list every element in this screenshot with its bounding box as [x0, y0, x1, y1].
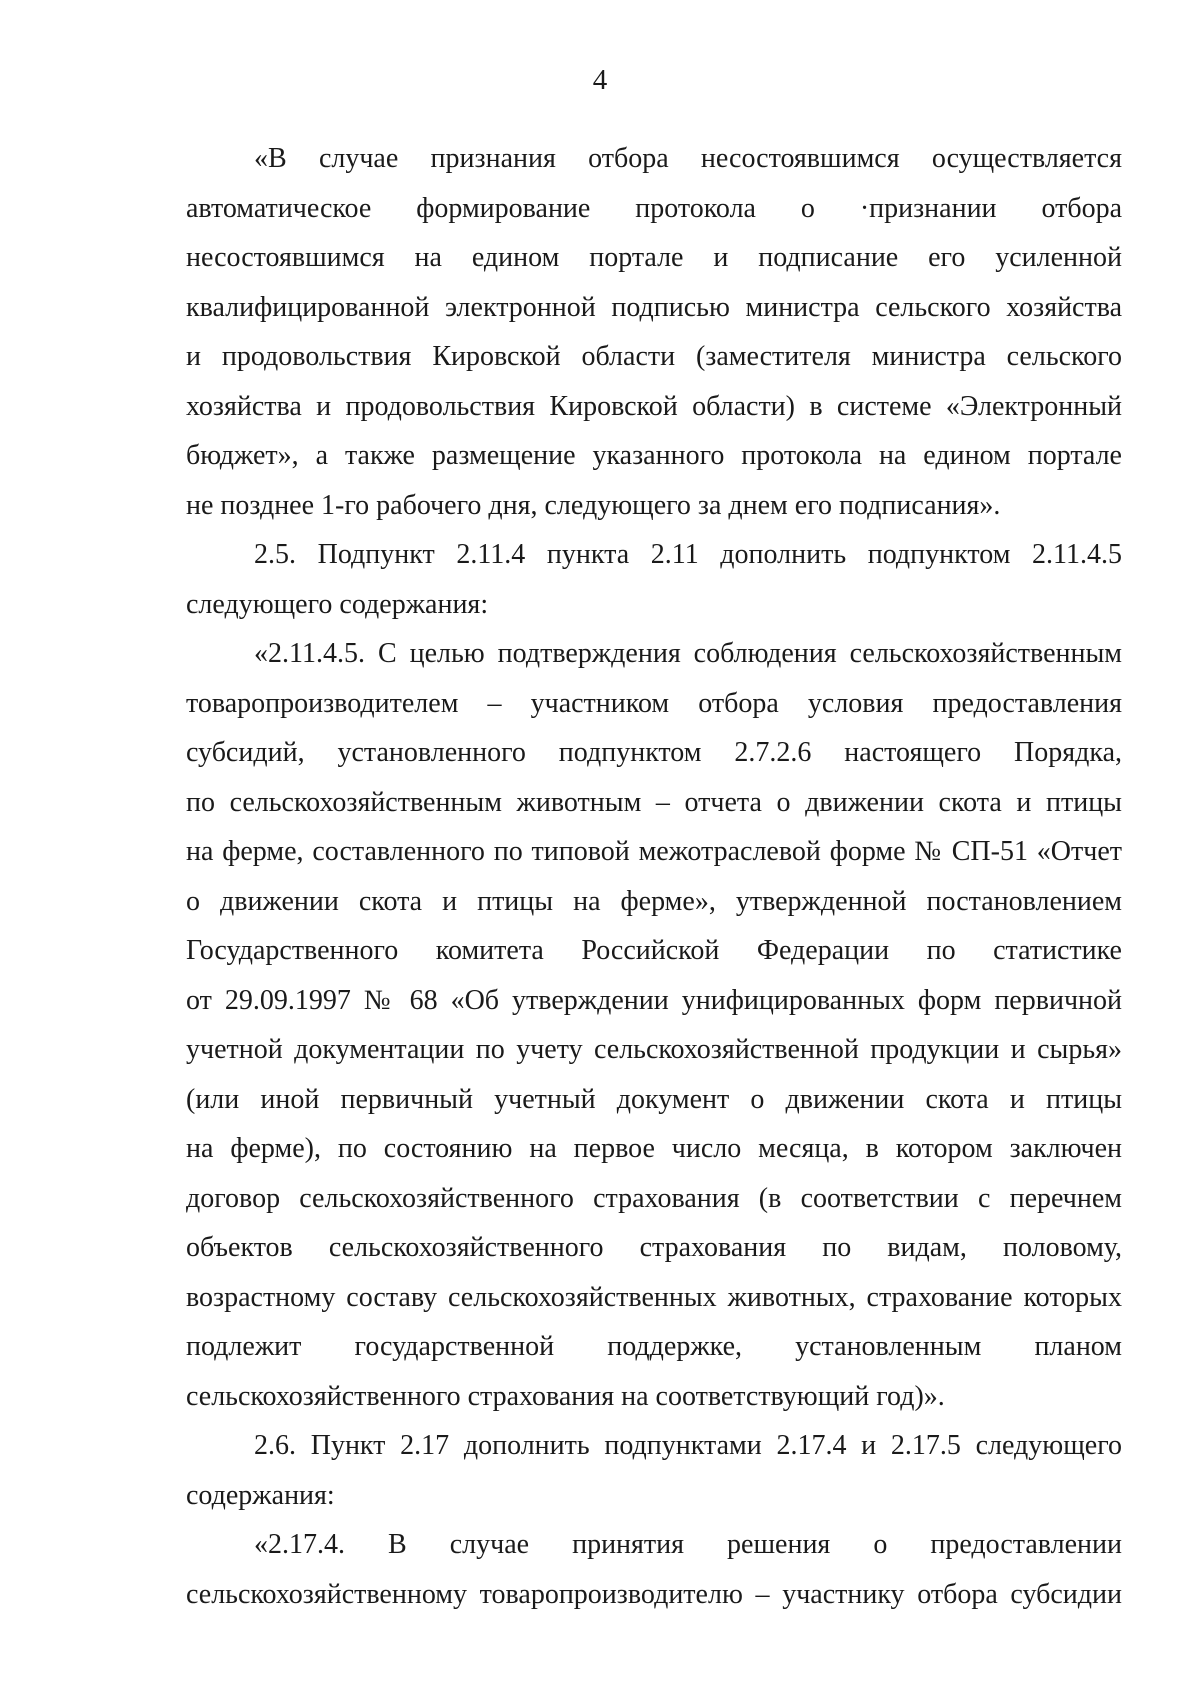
- text-line: несостоявшимся на едином портале и подписание его усиленной: [186, 242, 1122, 273]
- text-line: на ферме, составленного по типовой межотраслевой форме № СП-51 «Отчет: [186, 836, 1122, 867]
- text-line: хозяйства и продовольствия Кировской области) в системе «Электронный: [186, 390, 1122, 422]
- text-line: «2.11.4.5. С целью подтверждения соблюдения сельскохозяйственным: [254, 638, 1122, 669]
- text-line: автоматическое формирование протокола о ·признании отбора: [186, 192, 1122, 224]
- page-number: 4: [592, 64, 608, 96]
- text-line: объектов сельскохозяйственного страхования по видам, половому,: [186, 1232, 1122, 1263]
- text-line: 2.5. Подпункт 2.11.4 пункта 2.11 дополнить подпунктом 2.11.4.5: [254, 539, 1122, 570]
- text-line: Государственного комитета Российской Федерации по статистике: [186, 935, 1122, 966]
- text-line: договор сельскохозяйственного страхования (в соответствии с перечнем: [186, 1182, 1122, 1214]
- text-line: товаропроизводителем – участником отбора условия предоставления: [186, 687, 1122, 719]
- text-line: бюджет», а также размещение указанного протокола на едином портале: [186, 440, 1122, 471]
- text-line: и продовольствия Кировской области (заместителя министра сельского: [186, 341, 1122, 372]
- text-line: содержания:: [186, 1479, 335, 1511]
- text-line: «2.17.4. В случае принятия решения о предоставлении: [254, 1529, 1122, 1560]
- text-line: (или иной первичный учетный документ о движении скота и птицы: [186, 1083, 1122, 1115]
- text-line: квалифицированной электронной подписью министра сельского хозяйства: [186, 291, 1122, 323]
- text-line: 2.6. Пункт 2.17 дополнить подпунктами 2.17.4 и 2.17.5 следующего: [254, 1430, 1122, 1461]
- text-line: возрастному составу сельскохозяйственных животных, страхование которых: [186, 1281, 1122, 1313]
- document-body: [186, 134, 1122, 1619]
- text-line: о движении скота и птицы на ферме», утвержденной постановлением: [186, 885, 1122, 917]
- text-line: сельскохозяйственного страхования на соответствующий год)».: [186, 1380, 945, 1412]
- text-line: субсидий, установленного подпунктом 2.7.2.6 настоящего Порядка,: [186, 737, 1122, 768]
- text-line: следующего содержания:: [186, 588, 489, 620]
- text-line: «В случае признания отбора несостоявшимся осуществляется: [254, 143, 1122, 174]
- text-line: учетной документации по учету сельскохозяйственной продукции и сырья»: [186, 1034, 1122, 1065]
- text-line: не позднее 1-го рабочего дня, следующего за днем его подписания».: [186, 489, 1001, 521]
- text-line: от 29.09.1997 № 68 «Об утверждении унифицированных форм первичной: [186, 984, 1122, 1016]
- text-line: сельскохозяйственному товаропроизводителю – участнику отбора субсидии: [186, 1578, 1122, 1610]
- text-line: на ферме), по состоянию на первое число месяца, в котором заключен: [186, 1133, 1122, 1164]
- text-line: подлежит государственной поддержке, установленным планом: [186, 1331, 1122, 1362]
- text-line: по сельскохозяйственным животным – отчета о движении скота и птицы: [186, 786, 1122, 818]
